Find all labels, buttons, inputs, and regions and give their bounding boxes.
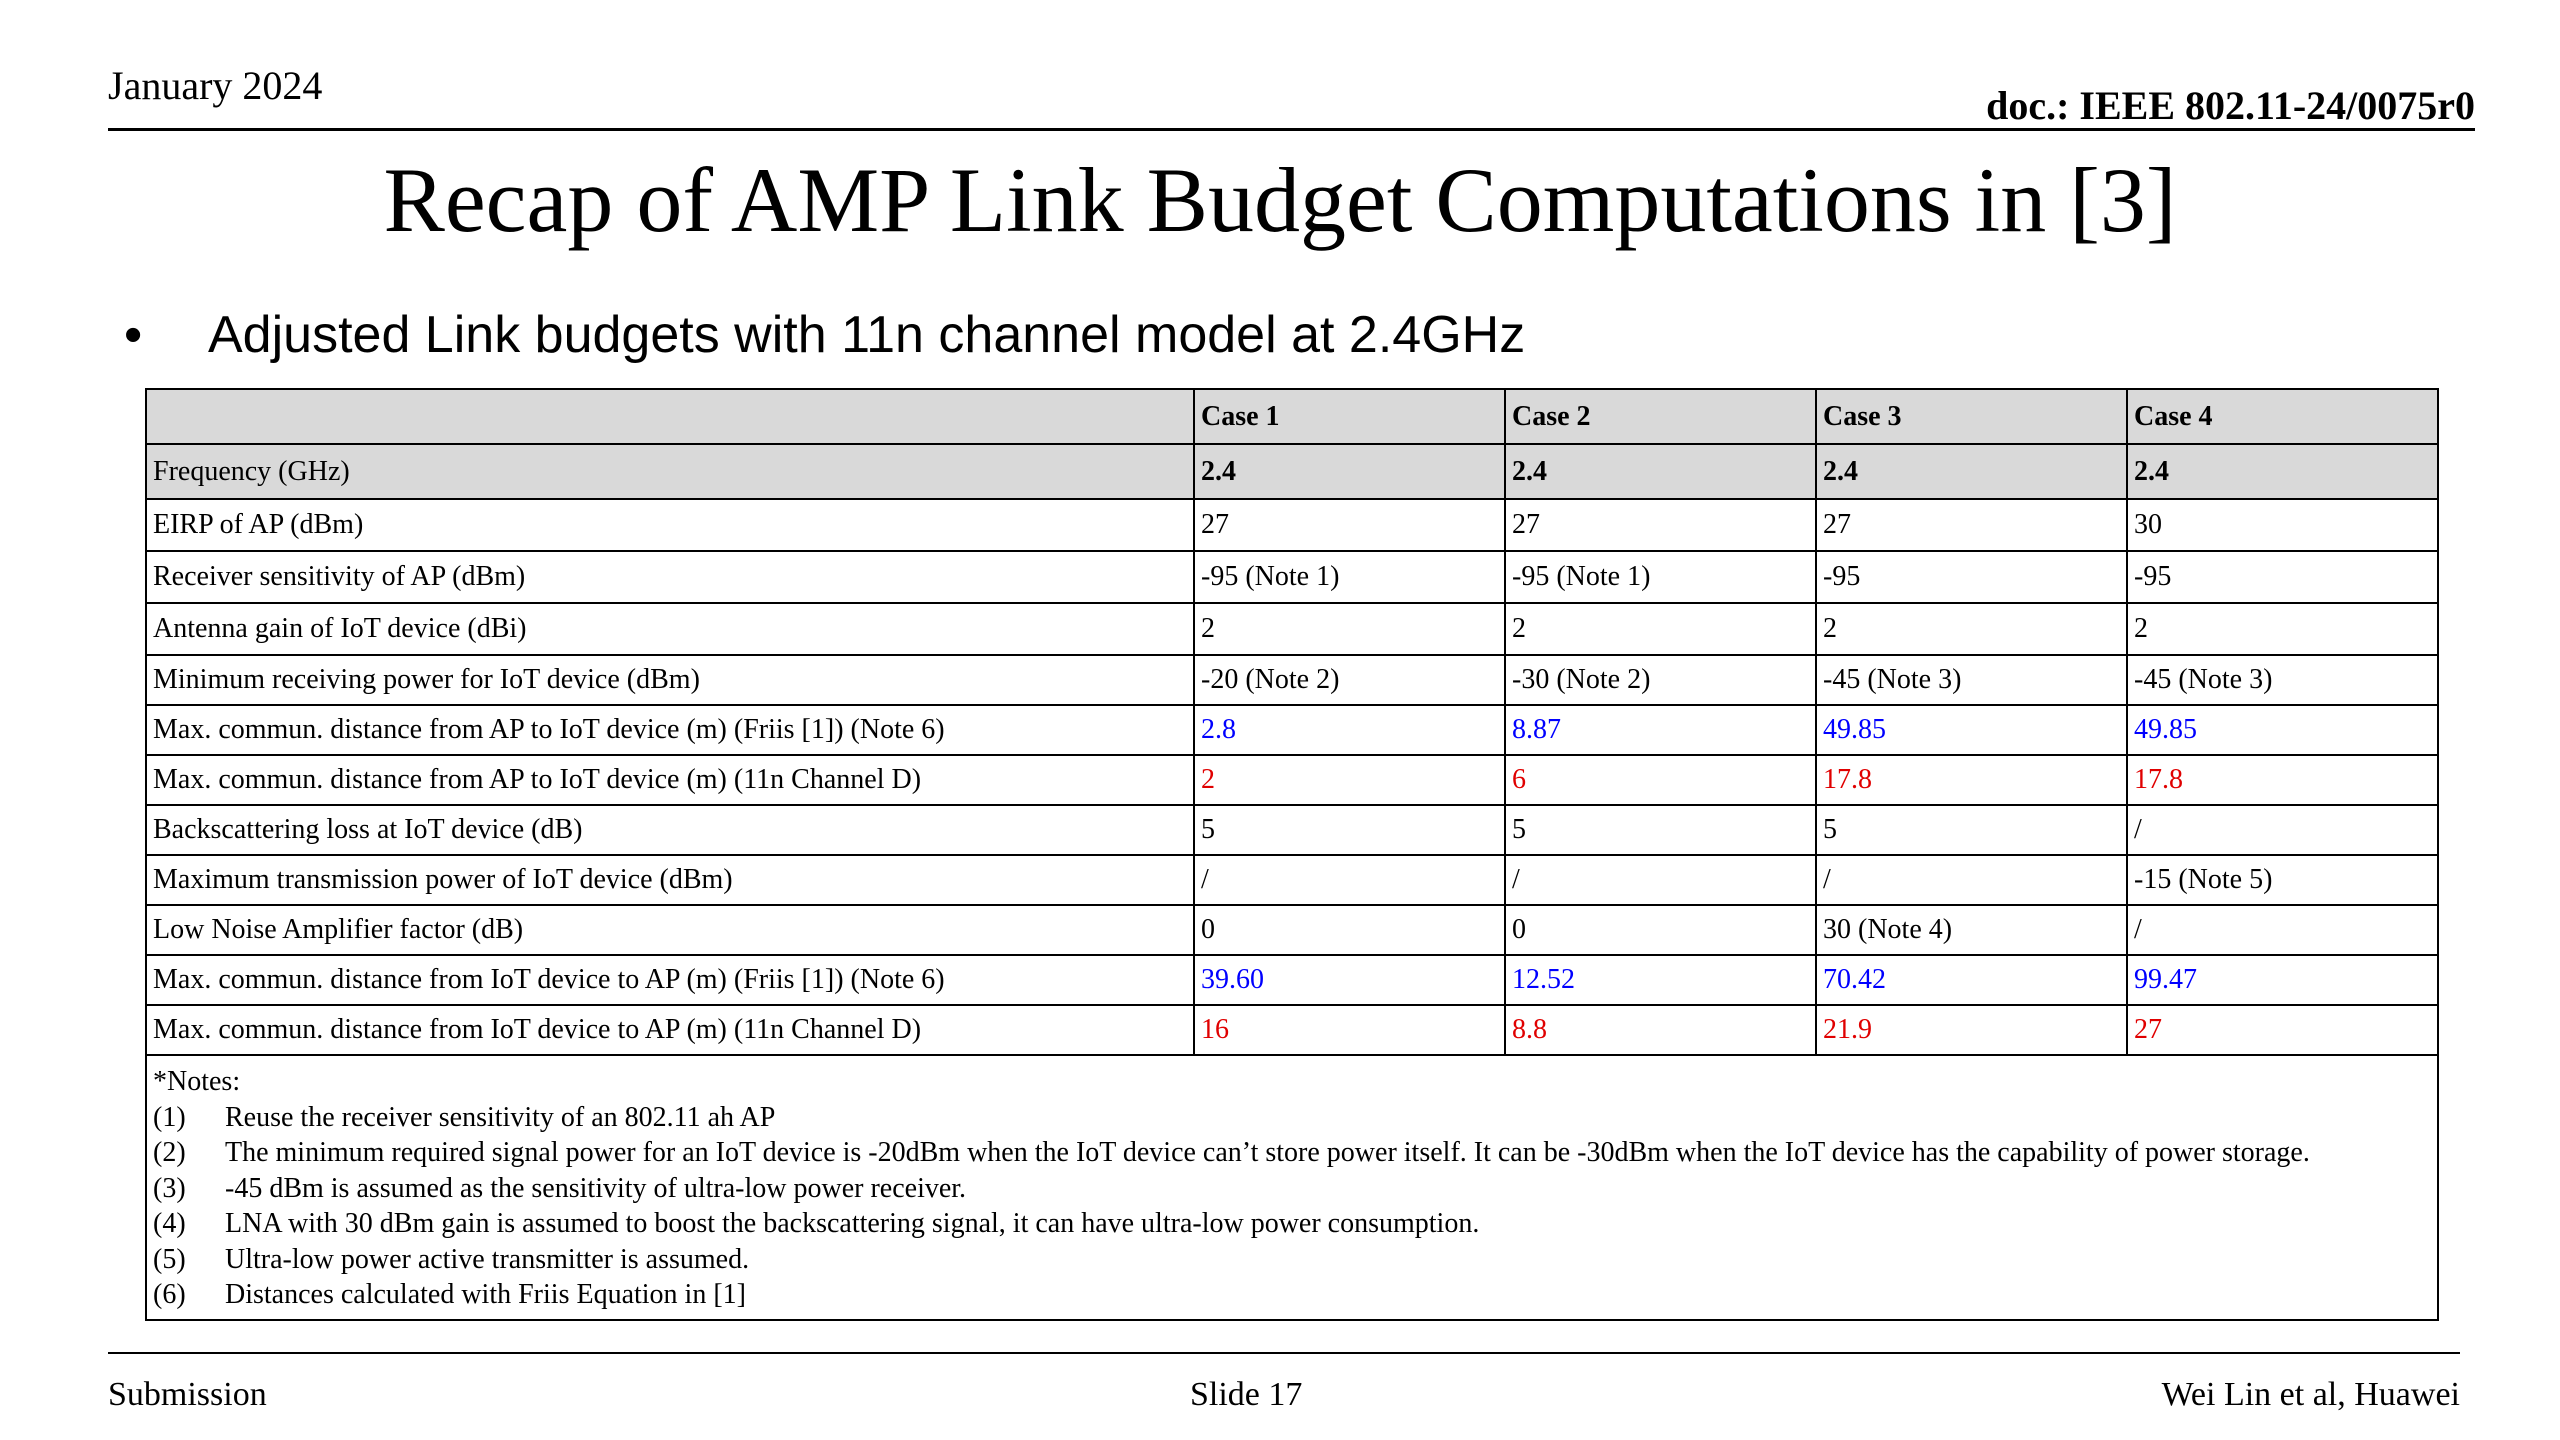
note-item bbox=[153, 1171, 2431, 1207]
table-cell: -95 (Note 1) bbox=[1505, 551, 1816, 603]
note-text: The minimum required signal power for an IoT device is -20dBm when the IoT device can’t store power itself. It can be -30dBm when the IoT device has the capability of power storage. bbox=[225, 1137, 2310, 1168]
table-cell: -95 bbox=[2127, 551, 2438, 603]
table-cell: 2 bbox=[1505, 603, 1816, 655]
table-cell: 0 bbox=[1505, 905, 1816, 955]
bullet-text: Adjusted Link budgets with 11n channel model at 2.4GHz bbox=[208, 306, 1526, 364]
slide-number: Slide 17 bbox=[1190, 1376, 1303, 1413]
table-cell: -45 (Note 3) bbox=[1816, 655, 2127, 705]
table-cell: 8.8 bbox=[1505, 1005, 1816, 1055]
table-cell: -20 (Note 2) bbox=[1194, 655, 1505, 705]
row-label: Receiver sensitivity of AP (dBm) bbox=[146, 551, 1194, 603]
table-cell: 12.52 bbox=[1505, 955, 1816, 1005]
table-cell: / bbox=[2127, 905, 2438, 955]
table-cell: 49.85 bbox=[2127, 705, 2438, 755]
table-cell: 2.4 bbox=[2127, 444, 2438, 499]
row-label: Max. commun. distance from IoT device to AP (m) (11n Channel D) bbox=[146, 1005, 1194, 1055]
table-row bbox=[146, 1005, 2438, 1055]
table-row bbox=[146, 655, 2438, 705]
row-label: Max. commun. distance from AP to IoT device (m) (Friis [1]) (Note 6) bbox=[146, 705, 1194, 755]
table-row bbox=[146, 603, 2438, 655]
table-cell: 2 bbox=[1194, 603, 1505, 655]
bullet-point bbox=[124, 300, 1525, 370]
table-cell: 30 bbox=[2127, 499, 2438, 551]
table-cell: / bbox=[1194, 855, 1505, 905]
note-number: (6) bbox=[153, 1279, 186, 1310]
note-item bbox=[153, 1277, 2431, 1313]
header-cell-blank bbox=[146, 389, 1194, 444]
row-label: Low Noise Amplifier factor (dB) bbox=[146, 905, 1194, 955]
note-text: Reuse the receiver sensitivity of an 802.11 ah AP bbox=[225, 1101, 776, 1133]
row-label: Max. commun. distance from IoT device to AP (m) (Friis [1]) (Note 6) bbox=[146, 955, 1194, 1005]
table-row bbox=[146, 551, 2438, 603]
table-cell: 27 bbox=[1816, 499, 2127, 551]
note-item bbox=[153, 1242, 2431, 1278]
note-number: (5) bbox=[153, 1243, 186, 1275]
note-item bbox=[153, 1135, 2431, 1171]
note-text: LNA with 30 dBm gain is assumed to boost the backscattering signal, it can have ultra-low power consumption. bbox=[225, 1208, 1480, 1239]
table-header-row bbox=[146, 389, 2438, 444]
table-cell: 2 bbox=[1194, 755, 1505, 805]
row-label: Frequency (GHz) bbox=[146, 444, 1194, 499]
table-row bbox=[146, 855, 2438, 905]
header-divider bbox=[108, 128, 2475, 131]
table-cell: -30 (Note 2) bbox=[1505, 655, 1816, 705]
footer-author: Wei Lin et al, Huawei bbox=[2161, 1376, 2460, 1413]
table-row bbox=[146, 705, 2438, 755]
notes-row bbox=[146, 1055, 2438, 1320]
table-cell: 39.60 bbox=[1194, 955, 1505, 1005]
table-cell: 5 bbox=[1505, 805, 1816, 855]
table-cell: 49.85 bbox=[1816, 705, 2127, 755]
table-cell: 21.9 bbox=[1816, 1005, 2127, 1055]
table-cell: 17.8 bbox=[2127, 755, 2438, 805]
table-cell: 27 bbox=[1194, 499, 1505, 551]
link-budget-table bbox=[145, 388, 2437, 1321]
table-row bbox=[146, 805, 2438, 855]
header-cell-case-3: Case 3 bbox=[1816, 389, 2127, 444]
row-label: Minimum receiving power for IoT device (dBm) bbox=[146, 655, 1194, 705]
table-row bbox=[146, 499, 2438, 551]
table-cell: 2.4 bbox=[1505, 444, 1816, 499]
table-cell: 70.42 bbox=[1816, 955, 2127, 1005]
slide-title: Recap of AMP Link Budget Computations in [3] bbox=[383, 149, 2177, 251]
note-number: (2) bbox=[153, 1137, 186, 1168]
table-cell: 5 bbox=[1816, 805, 2127, 855]
note-text: Ultra-low power active transmitter is assumed. bbox=[225, 1243, 750, 1275]
table-cell: -15 (Note 5) bbox=[2127, 855, 2438, 905]
table-row bbox=[146, 955, 2438, 1005]
table-cell: / bbox=[1505, 855, 1816, 905]
row-label: Backscattering loss at IoT device (dB) bbox=[146, 805, 1194, 855]
note-item bbox=[153, 1100, 2431, 1136]
table-cell: 8.87 bbox=[1505, 705, 1816, 755]
note-item bbox=[153, 1206, 2431, 1242]
table-cell: 2.4 bbox=[1816, 444, 2127, 499]
bullet-icon: • bbox=[124, 306, 143, 364]
row-label: Max. commun. distance from AP to IoT device (m) (11n Channel D) bbox=[146, 755, 1194, 805]
note-number: (3) bbox=[153, 1172, 186, 1204]
table-cell: 27 bbox=[1505, 499, 1816, 551]
table-row bbox=[146, 755, 2438, 805]
table-cell: 30 (Note 4) bbox=[1816, 905, 2127, 955]
table-cell: / bbox=[1816, 855, 2127, 905]
note-number: (1) bbox=[153, 1101, 186, 1133]
table-cell: 5 bbox=[1194, 805, 1505, 855]
table-cell: 99.47 bbox=[2127, 955, 2438, 1005]
row-label: EIRP of AP (dBm) bbox=[146, 499, 1194, 551]
footer-submission: Submission bbox=[108, 1376, 267, 1413]
header-cell-case-1: Case 1 bbox=[1194, 389, 1505, 444]
table-cell: 2.4 bbox=[1194, 444, 1505, 499]
document-id: doc.: IEEE 802.11-24/0075r0 bbox=[1986, 83, 2475, 128]
table-cell: 2.8 bbox=[1194, 705, 1505, 755]
table-cell: -95 bbox=[1816, 551, 2127, 603]
table-cell: 16 bbox=[1194, 1005, 1505, 1055]
footer-divider bbox=[108, 1352, 2460, 1354]
table-cell: -45 (Note 3) bbox=[2127, 655, 2438, 705]
note-text: Distances calculated with Friis Equation in [1] bbox=[225, 1279, 746, 1310]
table-cell: / bbox=[2127, 805, 2438, 855]
notes-cell bbox=[146, 1055, 2438, 1320]
header-cell-case-2: Case 2 bbox=[1505, 389, 1816, 444]
note-text: -45 dBm is assumed as the sensitivity of ultra-low power receiver. bbox=[225, 1172, 967, 1204]
table-row bbox=[146, 444, 2438, 499]
header-date: January 2024 bbox=[108, 63, 323, 108]
row-label: Antenna gain of IoT device (dBi) bbox=[146, 603, 1194, 655]
table-cell: -95 (Note 1) bbox=[1194, 551, 1505, 603]
note-number: (4) bbox=[153, 1208, 186, 1239]
table-cell: 6 bbox=[1505, 755, 1816, 805]
table-cell: 17.8 bbox=[1816, 755, 2127, 805]
table-cell: 27 bbox=[2127, 1005, 2438, 1055]
table-cell: 0 bbox=[1194, 905, 1505, 955]
row-label: Maximum transmission power of IoT device (dBm) bbox=[146, 855, 1194, 905]
table-cell: 2 bbox=[2127, 603, 2438, 655]
table-row bbox=[146, 905, 2438, 955]
notes-heading: *Notes: bbox=[153, 1066, 241, 1097]
table-cell: 2 bbox=[1816, 603, 2127, 655]
header-cell-case-4: Case 4 bbox=[2127, 389, 2438, 444]
